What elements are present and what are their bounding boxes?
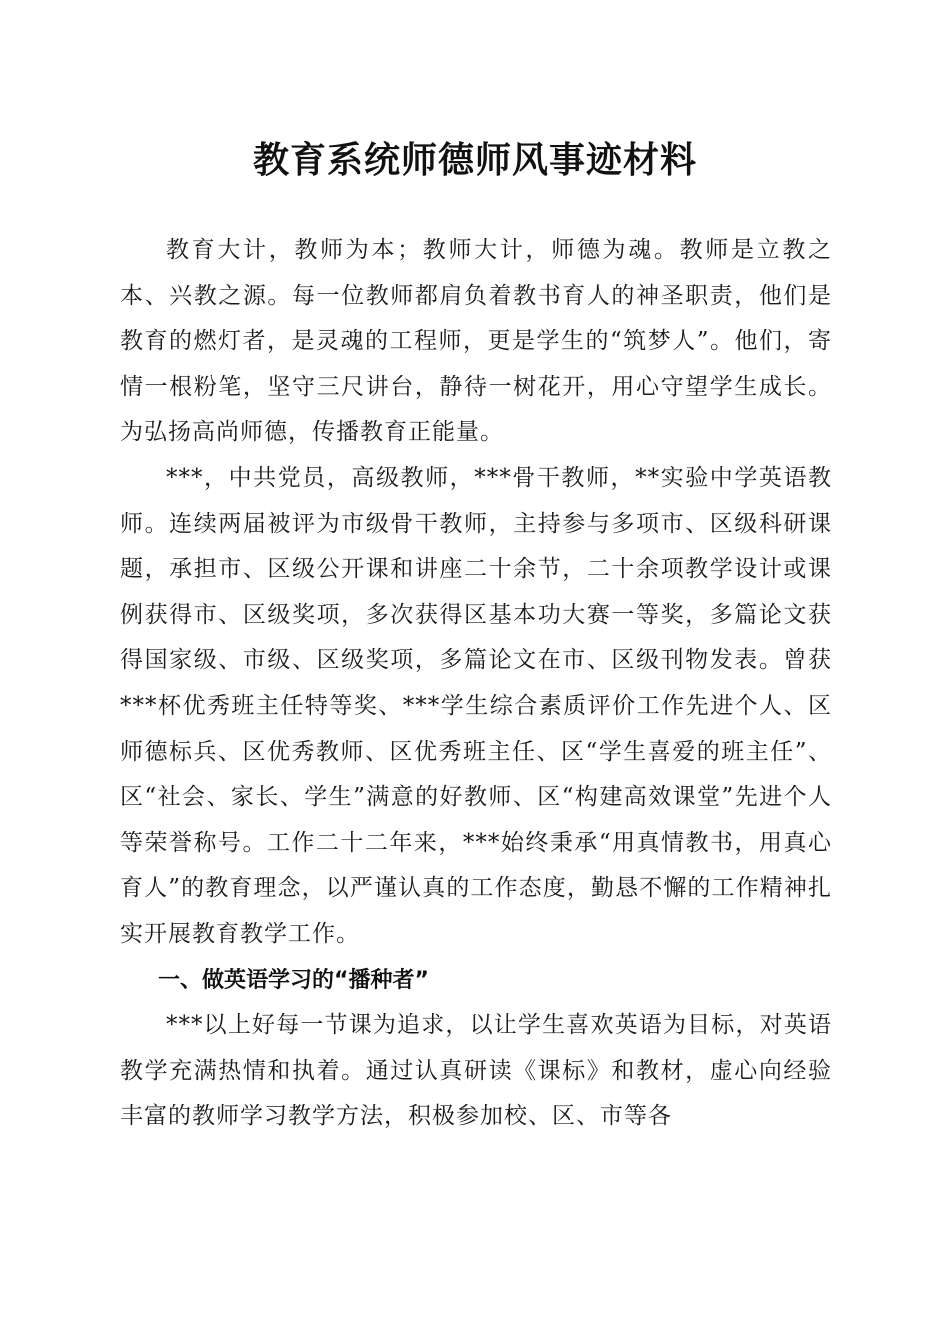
paragraph-intro: 教育大计，教师为本；教师大计，师德为魂。教师是立教之本、兴教之源。每一位教师都肩负着教书育人的神圣职责，他们是教育的燃灯者，是灵魂的工程师，更是学生的“筑梦人”。他们，寄情一根粉笔，坚守三尺讲台，静待一树花开，用心守望学生成长。为弘扬高尚师德，传播教育正能量。 [120, 237, 832, 446]
paragraph-profile: ***，中共党员，高级教师，***骨干教师，**实验中学英语教师。连续两届被评为市级骨干教师，主持参与多项市、区级科研课题，承担市、区级公开课和讲座二十余节，二十余项教学设计或课例获得市、区级奖项，多次获得区基本功大赛一等奖，多篇论文获得国家级、市级、区级奖项，多篇论文在市、区级刊物发表。曾获***杯优秀班主任特等奖、***学生综合素质评价工作先进个人、区师德标兵、区优秀教师、区优秀班主任、区“学生喜爱的班主任”、区“社会、家长、学生”满意的好教师、区“构建高效课堂”先进个人等荣誉称号。工作二十二年来，***始终秉承“用真情教书，用真心育人”的教育理念，以严谨认真的工作态度，勤恳不懈的工作精神扎实开展教育教学工作。 [120, 464, 832, 947]
document-title: 教育系统师德师风事迹材料 [252, 139, 697, 181]
paragraph-section-one: ***以上好每一节课为追求，以让学生喜欢英语为目标，对英语教学充满热情和执着。通过认真研读《课标》和教材，虚心向经验丰富的教师学习教学方法，积极参加校、区、市等各 [120, 1012, 832, 1130]
section-heading: 一、做英语学习的“播种者” [158, 967, 429, 993]
document-body [120, 228, 832, 1140]
